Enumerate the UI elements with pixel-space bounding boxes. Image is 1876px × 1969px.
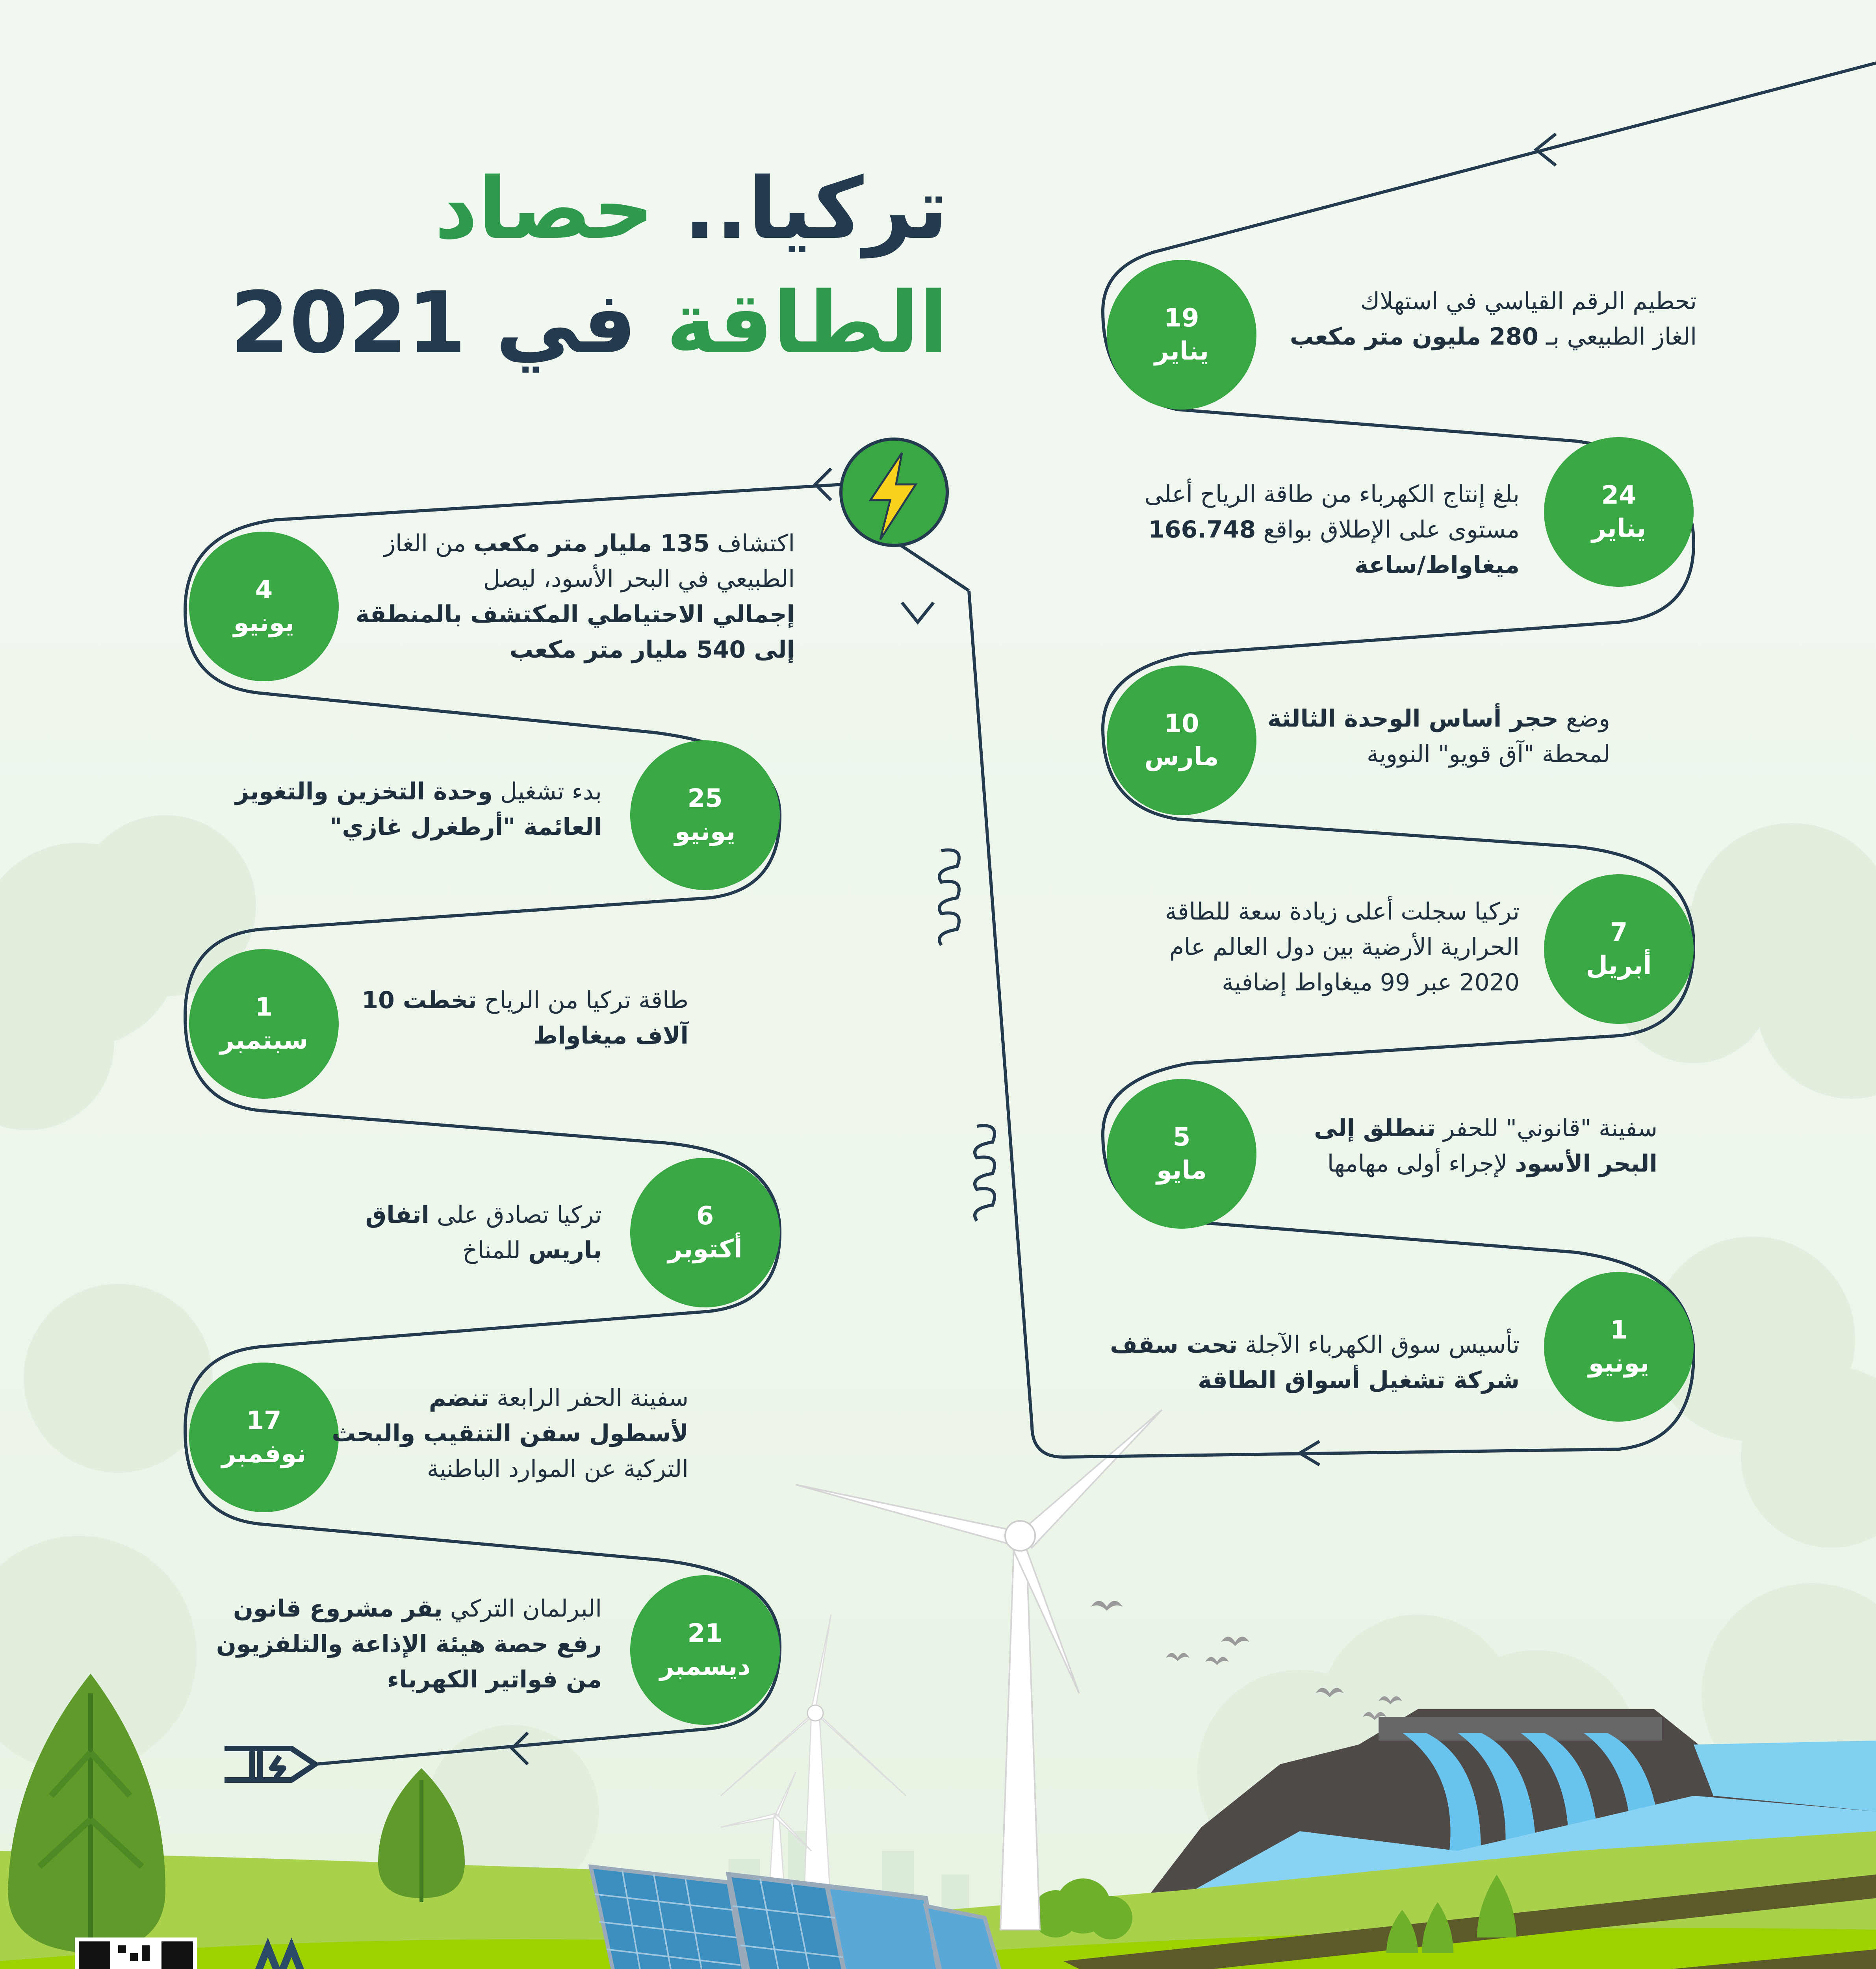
wind-turbine-icon: [721, 1410, 1162, 1930]
event-day: 1: [255, 993, 273, 1022]
event-description: سفينة "قانوني" للحفر تنطلق إلى البحر الأسود لإجراء أولى مهامها: [1314, 1114, 1657, 1177]
event-month: يونيو: [233, 608, 295, 638]
event-day: 21: [687, 1619, 723, 1648]
event-month: يونيو: [1588, 1349, 1650, 1378]
event-description: طاقة تركيا من الرياح تخطت 10 آلاف ميغاواط: [362, 986, 688, 1049]
event-day: 1: [1610, 1316, 1628, 1345]
spring-icon: [939, 850, 995, 1221]
event-description: بدء تشغيل وحدة التخزين والتغويز العائمة "أرطغرل غازي": [235, 778, 602, 841]
event-date-circle: [630, 1575, 780, 1725]
event-month: يناير: [1154, 337, 1209, 366]
event-description: بلغ إنتاج الكهرباء من طاقة الرياح أعلى مستوى على الإطلاق بواقع 166.748 ميغاواط/ساعة: [1144, 480, 1520, 579]
event-month: يونيو: [674, 817, 736, 846]
event-month: مارس: [1144, 742, 1219, 771]
title-word-harvest: حصاد: [434, 159, 654, 258]
lightning-icon: [841, 439, 947, 545]
title-word-year: في 2021: [230, 273, 637, 372]
event-month: ديسمبر: [659, 1652, 751, 1681]
event-description: اكتشاف 135 مليار متر مكعب من الغاز الطبيعي في البحر الأسود، ليصل إجمالي الاحتياطي المكتشف بالمنطقة إلى 540 مليار متر مكعب: [355, 530, 795, 664]
event-description: وضع حجر أساس الوحدة الثالثة لمحطة "آق قويو" النووية: [1267, 705, 1610, 768]
event-description: سفينة الحفر الرابعة تنضم لأسطول سفن التنقيب والبحث التركية عن الموارد الباطنية: [332, 1384, 688, 1483]
event-date-circle: [630, 740, 780, 890]
solar-panel-icon: [591, 1867, 1000, 1969]
event-day: 7: [1610, 918, 1628, 947]
bush: [1032, 1878, 1132, 1939]
event-date-circle: [630, 1158, 780, 1307]
event-day: 24: [1601, 481, 1637, 510]
event-date-circle: [1544, 874, 1694, 1024]
page-title-line2: [230, 272, 948, 374]
event-description: تركيا تصادق على اتفاق باريس للمناخ: [365, 1201, 602, 1264]
page-title-line1: [434, 158, 948, 260]
plug-icon: [225, 1748, 315, 1780]
event-date-circle: [1544, 437, 1694, 587]
event-description: تحطيم الرقم القياسي في استهلاك الغاز الطبيعي بـ 280 مليون متر مكعب: [1290, 287, 1697, 350]
event-day: 19: [1164, 304, 1199, 333]
event-date-circle: [189, 532, 339, 681]
event-day: 4: [255, 575, 273, 604]
event-day: 10: [1164, 709, 1199, 738]
event-month: نوفمبر: [221, 1439, 306, 1468]
event-day: 6: [696, 1201, 714, 1231]
qr-code-icon: [75, 1937, 197, 1969]
event-month: أبريل: [1586, 951, 1652, 980]
title-word-turkey: تركيا..: [683, 159, 948, 258]
event-month: سبتمبر: [219, 1026, 308, 1055]
event-description: تأسيس سوق الكهرباء الآجلة تحت سقف شركة تشغيل أسواق الطاقة: [1110, 1331, 1520, 1394]
event-description: البرلمان التركي يقر مشروع قانون رفع حصة هيئة الإذاعة والتلفزيون من فواتير الكهرباء: [216, 1595, 602, 1693]
event-date-circle: [1544, 1272, 1694, 1422]
event-day: 5: [1173, 1123, 1191, 1152]
event-month: مايو: [1156, 1156, 1207, 1185]
event-month: أكتوبر: [668, 1235, 742, 1264]
title-word-energy: الطاقة: [666, 273, 948, 372]
event-description: تركيا سجلت أعلى زيادة سعة للطاقة الحرارية الأرضية بين دول العالم عام 2020 عبر 99 ميغاواط إضافية: [1165, 898, 1520, 996]
event-day: 17: [246, 1406, 282, 1435]
event-month: يناير: [1591, 514, 1646, 543]
event-day: 25: [687, 784, 723, 813]
